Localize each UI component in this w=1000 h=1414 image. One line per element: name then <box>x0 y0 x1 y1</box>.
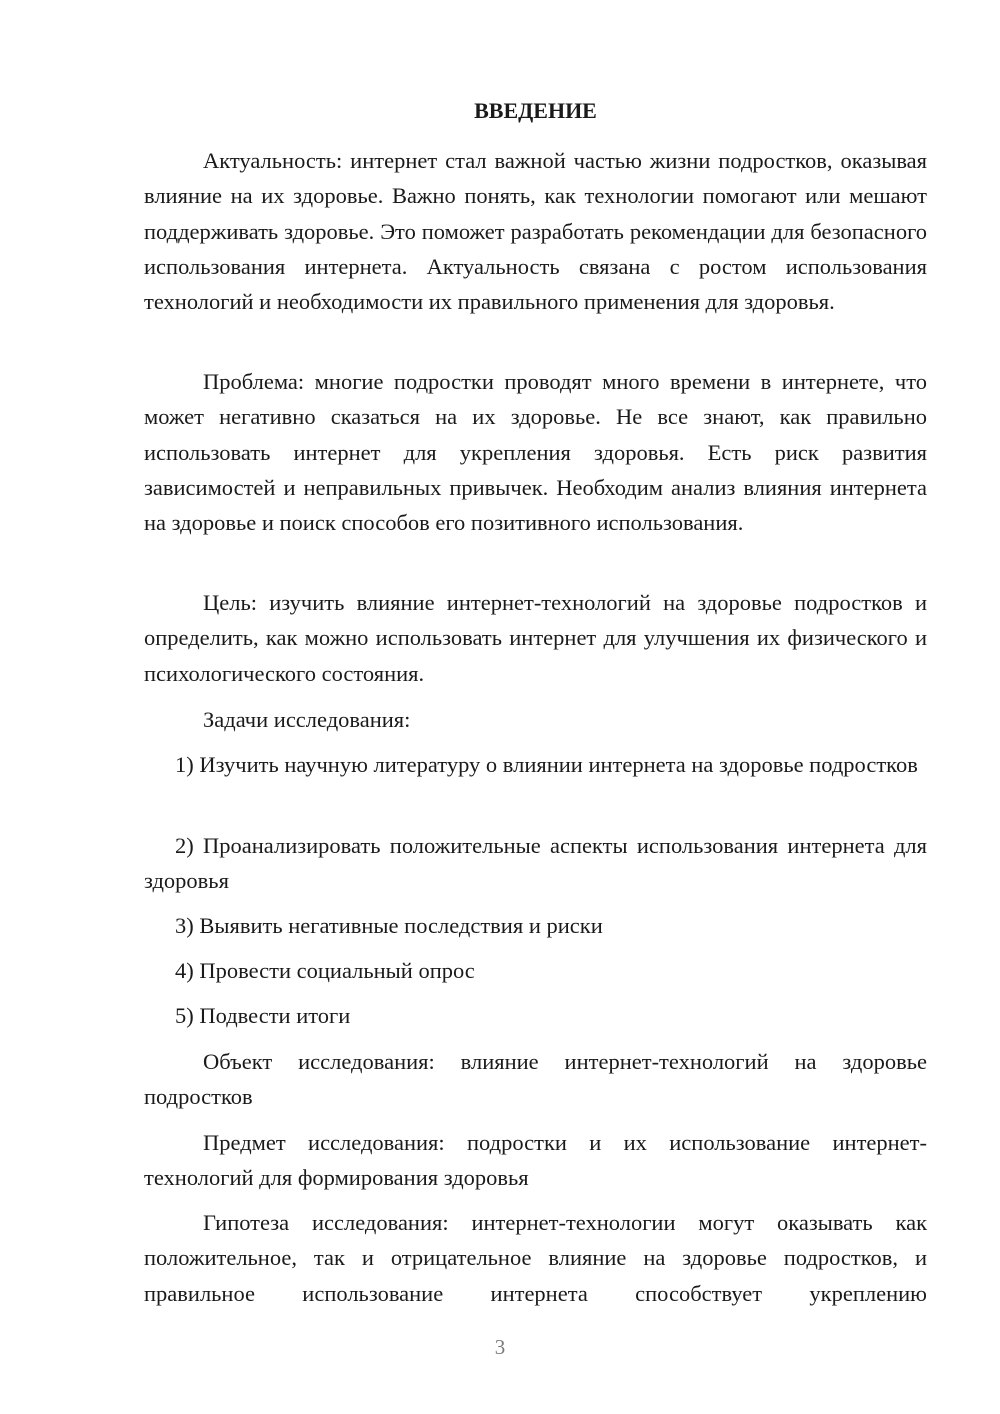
tasks-heading: Задачи исследования: <box>203 707 411 732</box>
task-item-4: 4) Провести социальный опрос <box>175 958 475 983</box>
task-item-3: 3) Выявить негативные последствия и риски <box>175 913 603 938</box>
hypothesis-paragraph-block <box>144 1205 927 1311</box>
tasks-heading-block <box>144 702 927 737</box>
hypothesis-paragraph: Гипотеза исследования: интернет-технологии могут оказывать как положительное, так и отрицательное влияние на здоровье подростков, и правильное использование интернета способствует укреплению <box>144 1210 927 1306</box>
task-item-5-block <box>144 998 927 1033</box>
goal-paragraph-block <box>144 585 927 691</box>
task-item-2: 2) Проанализировать положительные аспекты использования интернета для здоровья <box>144 833 927 894</box>
task-item-4-block <box>144 953 927 988</box>
task-item-3-block <box>144 908 927 943</box>
task-item-5: 5) Подвести итоги <box>175 1003 351 1028</box>
page-number: 3 <box>494 1335 506 1359</box>
object-paragraph-block <box>144 1044 927 1115</box>
task-item-2-block <box>144 828 927 899</box>
problem-paragraph-block <box>144 364 927 540</box>
object-paragraph: Объект исследования: влияние интернет-технологий на здоровье подростков <box>144 1049 927 1110</box>
goal-paragraph: Цель: изучить влияние интернет-технологий на здоровье подростков и определить, как можно использовать интернет для улучшения их физического и психологического состояния. <box>144 590 927 686</box>
task-item-1: 1) Изучить научную литературу о влиянии интернета на здоровье подростков <box>175 752 918 777</box>
relevance-paragraph: Актуальность: интернет стал важной частью жизни подростков, оказывая влияние на их здоровье. Важно понять, как технологии помогают или мешают поддерживать здоровье. Это поможет разработать рекомендации для безопасного использования интернета. Актуальность связана с ростом использования технологий и необходимости их правильного применения для здоровья. <box>144 148 927 315</box>
relevance-paragraph-block <box>144 143 927 319</box>
subject-paragraph: Предмет исследования: подростки и их использование интернет-технологий для формирования здоровья <box>144 1130 927 1191</box>
task-item-1-block <box>144 747 927 782</box>
problem-paragraph: Проблема: многие подростки проводят много времени в интернете, что может негативно сказаться на их здоровье. Не все знают, как правильно использовать интернет для укрепления здоровья. Есть риск развития зависимостей и неправильных привычек. Необходим анализ влияния интернета на здоровье и поиск способов его позитивного использования. <box>144 369 927 536</box>
subject-paragraph-block <box>144 1125 927 1196</box>
section-title: ВВЕДЕНИЕ <box>474 98 597 123</box>
